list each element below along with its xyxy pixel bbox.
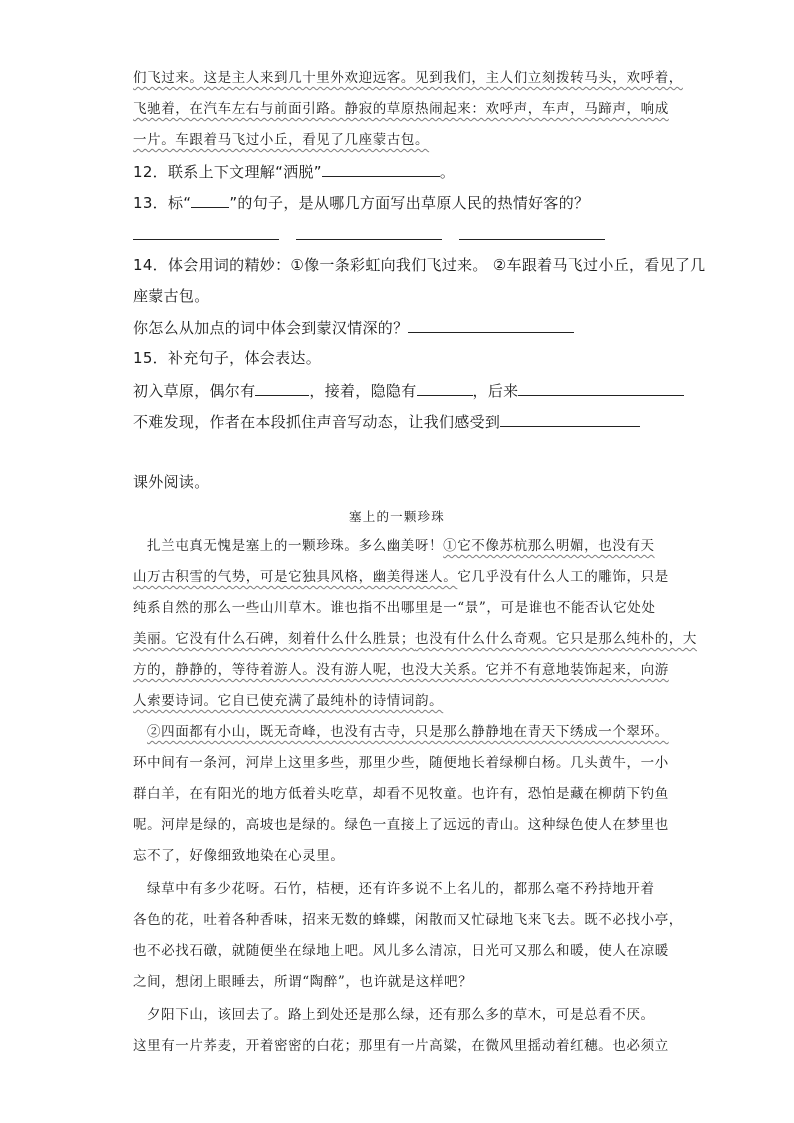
answer-blank-12[interactable] bbox=[322, 162, 440, 177]
article-p2-line-3: 群白羊，在有阳光的地方低着头吃草，却看不见牧童。也许有，恐怕是藏在柳荫下钓鱼 bbox=[133, 786, 669, 802]
article-title: 塞上的一颗珍珠 bbox=[349, 509, 445, 524]
answer-blank-15-d[interactable] bbox=[500, 412, 640, 427]
article-p1-line-1: 扎兰屯真无愧是塞上的一颗珍珠。多么幽美呀！①它不像苏杭那么明媚，也没有天 bbox=[147, 538, 655, 554]
passage-line-2: 飞驰着，在汽车左右与前面引路。静寂的草原热闹起来：欢呼声，车声，马蹄声，响成 bbox=[133, 101, 669, 117]
question-15-line-1: 初入草原，偶尔有 ，接着，隐隐有 ，后来 bbox=[133, 381, 684, 400]
article-p2-line-4: 呢。河岸是绿的，高坡也是绿的。绿色一直接上了远远的青山。这种绿色使人在梦里也 bbox=[133, 817, 669, 833]
article-p4-line-1: 夕阳下山，该回去了。路上到处还是那么绿，还有那么多的草木，可是总看不厌。 bbox=[147, 1007, 655, 1023]
passage-line-1: 们飞过来。这是主人来到几十里外欢迎远客。见到我们，主人们立刻拨转马头，欢呼着， bbox=[133, 70, 683, 86]
answer-blank-15-b[interactable] bbox=[417, 381, 473, 396]
answer-line-13-c[interactable] bbox=[459, 239, 605, 240]
article-p2-line-2: 环中间有一条河，河岸上这里多些，那里少些，随便地长着绿柳白杨。几头黄牛，一小 bbox=[133, 755, 669, 771]
question-15: 15．补充句子，体会表达。 bbox=[133, 349, 321, 367]
article-p2-line-1: ②四面都有小山，既无奇峰，也没有古寺，只是那么静静地在青天下绣成一个翠环。 bbox=[147, 724, 669, 740]
answer-line-13-b[interactable] bbox=[296, 239, 442, 240]
answer-blank-15-c[interactable] bbox=[518, 381, 684, 396]
article-p2-line-5: 忘不了，好像细致地染在心灵里。 bbox=[133, 848, 345, 864]
article-p1-line-5: 方的，静静的，等待着游人。没有游人呢，也没大关系。它并不有意地装饰起来，向游 bbox=[133, 662, 669, 678]
passage-line-3: 一片。车跟着马飞过小丘，看见了几座蒙古包。 bbox=[133, 132, 430, 148]
answer-blank-14[interactable] bbox=[408, 318, 574, 333]
article-p3-line-3: 也不必找石礅，就随便坐在绿地上吧。风儿多么清凉，日光可又那么和暖，使人在凉暖 bbox=[133, 943, 669, 959]
article-p3-line-4: 之间，想闭上眼睡去，所谓“陶醉”，也许就是这样吧？ bbox=[133, 974, 473, 990]
question-12: 12．联系上下文理解“洒脱” 。 bbox=[133, 163, 456, 181]
article-p1-line-2: 山万古积雪的气势，可是它独具风格，幽美得迷人。它几乎没有什么人工的雕饰，只是 bbox=[133, 569, 669, 585]
question-14-line-3: 你怎么从加点的词中体会到蒙汉情深的？ bbox=[133, 318, 574, 337]
question-15-line-2: 不难发现，作者在本段抓住声音写动态，让我们感受到 bbox=[133, 412, 640, 431]
section-label: 课外阅读。 bbox=[133, 473, 210, 491]
answer-line-13-a[interactable] bbox=[133, 239, 279, 240]
article-p3-line-2: 各色的花，吐着各种香味，招来无数的蜂蝶，闲散而又忙碌地飞来飞去。既不必找小亭， bbox=[133, 912, 683, 928]
answer-blank-15-a[interactable] bbox=[255, 381, 309, 396]
question-14-line-1: 14．体会用词的精妙：①像一条彩虹向我们飞过来。 ②车跟着马飞过小丘，看见了几 bbox=[133, 256, 706, 274]
article-p4-line-2: 这里有一片荞麦，开着密密的白花；那里有一片高粱，在微风里摇动着红穗。也必须立 bbox=[133, 1038, 669, 1054]
question-14-line-2: 座蒙古包。 bbox=[133, 287, 210, 305]
marker-blank-13 bbox=[191, 193, 229, 208]
question-13: 13．标“ ”的句子，是从哪几方面写出草原人民的热情好客的？ bbox=[133, 194, 590, 212]
article-p3-line-1: 绿草中有多少花呀。石竹，桔梗，还有许多说不上名儿的，都那么毫不矜持地开着 bbox=[147, 881, 655, 897]
article-p1-line-6: 人索要诗词。它自已使充满了最纯朴的诗情词韵。 bbox=[133, 693, 444, 709]
article-p1-line-4: 美丽。它没有什么石碑，刻着什么什么胜景；也没有什么什么奇观。它只是那么纯朴的，大 bbox=[133, 631, 697, 647]
article-p1-line-3: 纯系自然的那么一些山川草木。谁也指不出哪里是一“景”，可是谁也不能否认它处处 bbox=[133, 600, 656, 616]
